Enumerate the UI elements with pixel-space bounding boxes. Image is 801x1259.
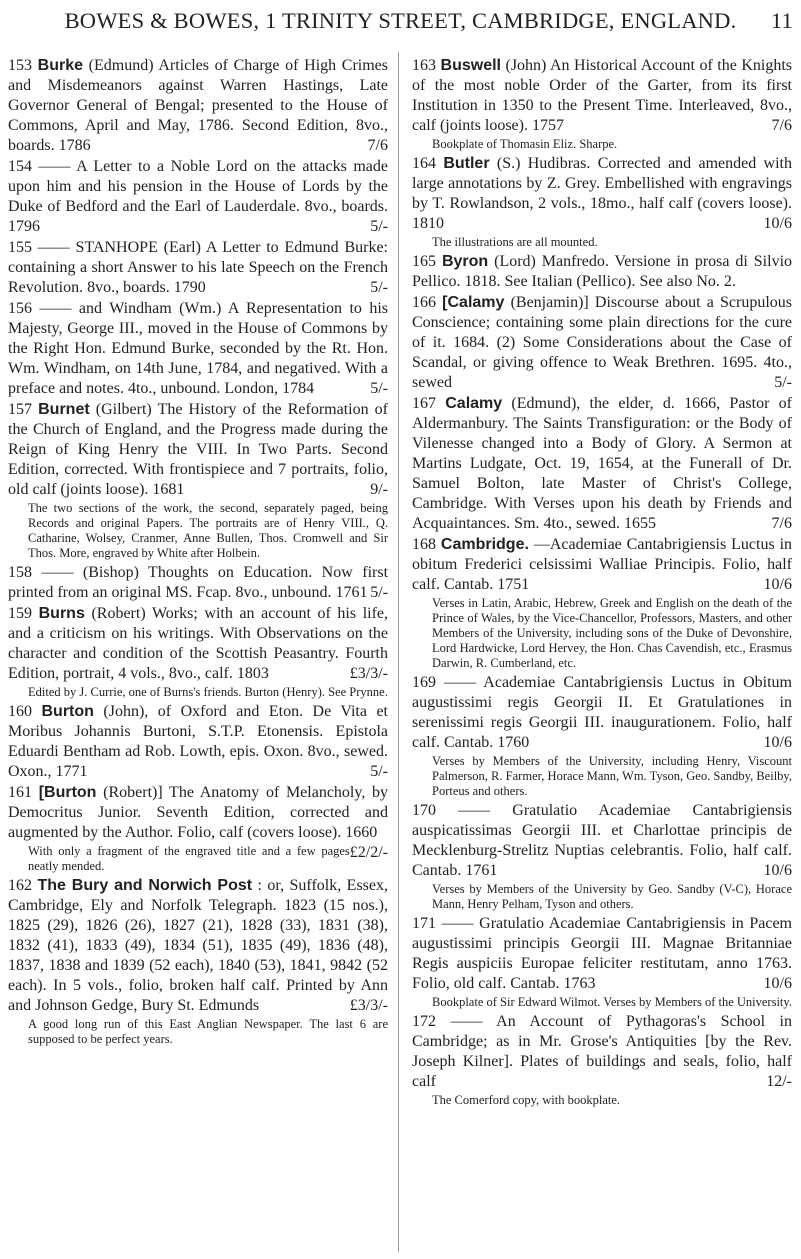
entry-price: £3/3/- <box>349 665 388 682</box>
entry-number: 162 <box>8 877 32 894</box>
entry-price: 7/6 <box>771 515 792 532</box>
entry-text: (Robert) Works; with an account of his life, and a criticism on his writings. With Observations on the character and condition of the Scottish Peasantry. Fourth Edition, portrait, 4 vols., 8vo., calf. 1803 <box>8 605 389 682</box>
entry-text: (John) An Historical Account of the Knights of the most noble Order of the Garter, from its first Institution in 1350 to the Present Time. Interleaved, 8vo., calf (joints loose). 1757 <box>412 57 793 134</box>
entry-text: (Edmund) Articles of Charge of High Crimes and Misdemeanors against Warren Hastings, Late Governor General of Bengal; presented to the House of Commons, April and May, 1786. Second Edition, 8vo., boards. 1786 <box>8 57 389 154</box>
entry-price: 12/- <box>766 1073 792 1090</box>
entry-price: 5/- <box>370 279 388 296</box>
header-title: BOWES & BOWES, 1 TRINITY STREET, CAMBRIDGE, ENGLAND. <box>64 8 737 33</box>
entry-body <box>412 293 792 393</box>
entry-text: (Robert)] The Anatomy of Melancholy, by Democritus Junior. Seventh Edition, corrected and augmented by the Author. Folio, calf (covers loose). 1660 <box>8 784 389 841</box>
right-column <box>412 56 792 1110</box>
entry-number: 172 <box>412 1013 436 1030</box>
entry-text: —— and Windham (Wm.) A Representation to his Majesty, George III., moved in the House of Commons by the Right Hon. Edmund Burke, seconded by the Rt. Hon. Wm. Windham, on 14th June, 1784, and negatived. With a preface and notes. 4to., unbound. London, 1784 <box>8 300 389 397</box>
entry-price: 5/- <box>370 380 388 397</box>
entry-number: 155 <box>8 239 32 256</box>
catalogue-entry <box>8 563 388 603</box>
page-number: 11 <box>770 8 793 33</box>
entry-text: (Gilbert) The History of the Reformation of the Church of England, and the Progress made during the Reign of King Henry the VIII. In Two Parts. Second Edition, corrected. With frontispiece and 7 portraits, folio, old calf (joints loose). 1681 <box>8 401 389 498</box>
entry-text: —— Gratulatio Academiae Cantabrigiensis in Pacem augustissimi principis Georgii III. Magnae Britanniae Regis auspiciis Europae feliciter restitutam, anno 1763. Folio, old calf. Cantab. 1763 <box>412 915 792 992</box>
entry-price: 10/6 <box>763 576 792 593</box>
entry-note: Edited by J. Currie, one of Burns's friends. Burton (Henry). See Prynne. <box>28 685 388 699</box>
entry-number: 169 <box>412 674 436 691</box>
catalogue-entry <box>412 535 792 672</box>
entry-number: 167 <box>412 395 436 412</box>
catalogue-entry <box>412 252 792 292</box>
entry-body <box>8 299 388 399</box>
left-column <box>8 56 388 1049</box>
entry-body <box>412 394 792 534</box>
entry-number: 154 <box>8 158 32 175</box>
entry-body <box>8 157 388 237</box>
entry-note: With only a fragment of the engraved title and a few pages neatly mended. <box>28 844 350 873</box>
entry-price: 5/- <box>370 584 388 601</box>
catalogue-entry <box>8 157 388 237</box>
entry-price: 5/- <box>370 218 388 235</box>
catalogue-entry <box>412 56 792 153</box>
catalogue-entry <box>412 801 792 913</box>
entry-number: 165 <box>412 253 436 270</box>
catalogue-entry <box>8 876 388 1048</box>
entry-body <box>8 238 388 298</box>
entry-number: 163 <box>412 57 436 74</box>
entry-price: 7/6 <box>367 137 388 154</box>
entry-price: 10/6 <box>763 862 792 879</box>
entry-author: Butler <box>443 155 490 172</box>
catalogue-entry <box>412 394 792 534</box>
entry-text: (Benjamin)] Discourse about a Scrupulous Conscience; containing some plain directions for the cure of it. 1684. (2) Some Considerations about the Case of Scandal, or giving offence to Weak Brethren. 1695. 4to., sewed <box>412 294 793 391</box>
entry-body <box>8 702 388 782</box>
catalogue-entry <box>412 1012 792 1109</box>
entry-body <box>412 252 792 292</box>
catalogue-entry <box>8 238 388 298</box>
entry-note: The illustrations are all mounted. <box>432 235 598 249</box>
catalogue-entry <box>412 673 792 800</box>
entry-note: Verses by Members of the University, including Henry, Viscount Palmerson, R. Farmer, Horace Mann, Wm. Tyson, Geo. Sandby, Beilby, Porteus and others. <box>432 754 792 798</box>
entry-author: The Bury and Norwich Post <box>37 877 253 894</box>
entry-text: (John), of Oxford and Eton. De Vita et Moribus Johannis Burtoni, S.T.P. Etonensis. Epistola Eduardi Bentham ad Rob. Lowth, epis. Oxon. 8vo., sewed. Oxon., 1771 <box>8 703 389 780</box>
entry-author: Burton <box>41 703 94 720</box>
column-divider <box>398 52 399 1252</box>
entry-author: Buswell <box>440 57 501 74</box>
entry-number: 160 <box>8 703 32 720</box>
entry-number: 158 <box>8 564 32 581</box>
entry-price: 10/6 <box>763 734 792 751</box>
entry-text: (Edmund), the elder, d. 1666, Pastor of Aldermanbury. The Saints Transfiguration: or the Body of Vilenesse changed into a Body of Glory. A Sermon at Martins Ludgate, Oct. 19, 1654, at the Funerall of Dr. Samuel Bolton, late Master of Christ's College, Cambridge. With Verses upon his death by Friends and Acquaintances. Sm. 4to., sewed. 1655 <box>412 395 792 532</box>
entry-number: 168 <box>412 536 436 553</box>
entry-body <box>412 154 792 234</box>
entry-text: —— (Bishop) Thoughts on Education. Now first printed from an original MS. Fcap. 8vo., unbound. 1761 <box>8 564 389 601</box>
entry-text: —— An Account of Pythagoras's School in Cambridge; as in Mr. Grose's Antiquities [by the Rev. Joseph Kilner]. Plates of buildings and seals, folio, half calf <box>412 1013 793 1090</box>
entry-price: 9/- <box>370 481 388 498</box>
entry-body <box>412 535 792 595</box>
entry-note: The two sections of the work, the second, separately paged, being Records and original Papers. The portraits are of Henry VIII., Q. Catharine, Wolsey, Cranmer, Anne Bullen, Thos. Cromwell and Sir Thos. More, engraved by White after Holbein. <box>28 501 388 560</box>
entry-number: 157 <box>8 401 32 418</box>
entry-author: Burke <box>37 57 84 74</box>
entry-price: 10/6 <box>763 975 792 992</box>
entry-body <box>412 673 792 753</box>
entry-author: Cambridge. <box>440 536 529 553</box>
entry-body <box>8 876 388 1016</box>
entry-number: 166 <box>412 294 436 311</box>
entry-price: 5/- <box>370 763 388 780</box>
entry-number: 161 <box>8 784 32 801</box>
entry-text: (S.) Hudibras. Corrected and amended with large annotations by Z. Grey. Embellished with engravings by T. Rowlandson, 2 vols., 18mo., half calf (covers loose). 1810 <box>412 155 792 232</box>
entry-body <box>412 1012 792 1092</box>
entry-number: 156 <box>8 300 32 317</box>
entry-note: The Comerford copy, with bookplate. <box>432 1093 621 1107</box>
entry-number: 170 <box>412 802 436 819</box>
entry-body <box>412 914 792 994</box>
catalogue-entry <box>8 783 388 875</box>
entry-number: 153 <box>8 57 32 74</box>
entry-text: : or, Suffolk, Essex, Cambridge, Ely and Norfolk Telegraph. 1823 (15 nos.), 1825 (29), 1826 (26), 1827 (21), 1828 (33), 1831 (38), 1832 (41), 1833 (49), 1834 (51), 1835 (49), 1836 (48), 1837, 1838 and 1839 (52 each), 1840 (53), 1841, 9842 (52 each). In 5 vols., folio, broken half calf. Printed by Ann and Johnson Gedge, Bury St. Edmunds <box>8 877 389 1014</box>
entry-body <box>8 400 388 500</box>
entry-author: Calamy <box>445 395 503 412</box>
entry-note: A good long run of this East Anglian Newspaper. The last 6 are supposed to be perfect years. <box>28 1017 388 1046</box>
entry-author: Burns <box>38 605 85 622</box>
catalogue-entry <box>8 299 388 399</box>
catalogue-entry <box>8 400 388 562</box>
entry-body <box>8 604 388 684</box>
catalogue-entry <box>412 293 792 393</box>
entry-author: Byron <box>441 253 489 270</box>
entry-text: —— STANHOPE (Earl) A Letter to Edmund Burke: containing a short Answer to his late Speech on the French Revolution. 8vo., boards. 1790 <box>8 239 389 296</box>
entry-number: 159 <box>8 605 32 622</box>
entry-price: £3/3/- <box>349 997 388 1014</box>
entry-note: Bookplate of Sir Edward Wilmot. Verses by Members of the University. <box>432 995 792 1009</box>
entry-body <box>8 56 388 156</box>
catalogue-entry <box>412 914 792 1011</box>
entry-text: —Academiae Cantabrigiensis Luctus in obitum Frederici celsissimi Walliae Principis. Folio, half calf. Cantab. 1751 <box>412 536 793 593</box>
entry-price: £2/2/- <box>349 844 388 861</box>
entry-note: Verses in Latin, Arabic, Hebrew, Greek and English on the death of the Prince of Wales, by the Vice-Chancellor, Professors, Masters, and other Members of the University, including sons of the Duke of Devonshire, Lord Hardwicke, Lord Hervey, the Hon. Chas Cavendish, etc., Erasmus Darwin, R. Cumberland, etc. <box>432 596 792 670</box>
entry-author: [Burton <box>38 784 97 801</box>
entry-text: —— Gratulatio Academiae Cantabrigiensis auspicatissimas Georgii III. et Charlottae principis de Mecklenburg-Strelitz Nuptias celebrantis. Folio, half calf. Cantab. 1761 <box>412 802 793 879</box>
entry-text: —— A Letter to a Noble Lord on the attacks made upon him and his pension in the House of Lords by the Duke of Bedford and the Earl of Lauderdale. 8vo., boards. 1796 <box>8 158 388 235</box>
catalogue-entry <box>8 702 388 782</box>
entry-body <box>412 56 792 136</box>
entry-author: Burnet <box>38 401 90 418</box>
page-header <box>0 8 801 34</box>
entry-body <box>8 563 388 603</box>
entry-number: 164 <box>412 155 436 172</box>
entry-price: 5/- <box>774 374 792 391</box>
catalogue-entry <box>412 154 792 251</box>
entry-note: Bookplate of Thomasin Eliz. Sharpe. <box>432 137 618 151</box>
catalogue-entry <box>8 604 388 701</box>
entry-text: (Lord) Manfredo. Versione in prosa di Silvio Pellico. 1818. See Italian (Pellico). See also No. 2. <box>412 253 793 290</box>
entry-body <box>412 801 792 881</box>
entry-price: 7/6 <box>771 117 792 134</box>
catalogue-entry <box>8 56 388 156</box>
entry-author: [Calamy <box>442 294 505 311</box>
entry-price: 10/6 <box>763 215 792 232</box>
entry-number: 171 <box>412 915 436 932</box>
entry-note: Verses by Members of the University by Geo. Sandby (V-C), Horace Mann, Henry Pelham, Tyson and others. <box>432 882 792 911</box>
entry-text: —— Academiae Cantabrigiensis Luctus in Obitum augustissimi regis Georgii II. Et Gratulationes in serenissimi regis Georgii III. inaugurationem. Folio, half calf. Cantab. 1760 <box>412 674 793 751</box>
